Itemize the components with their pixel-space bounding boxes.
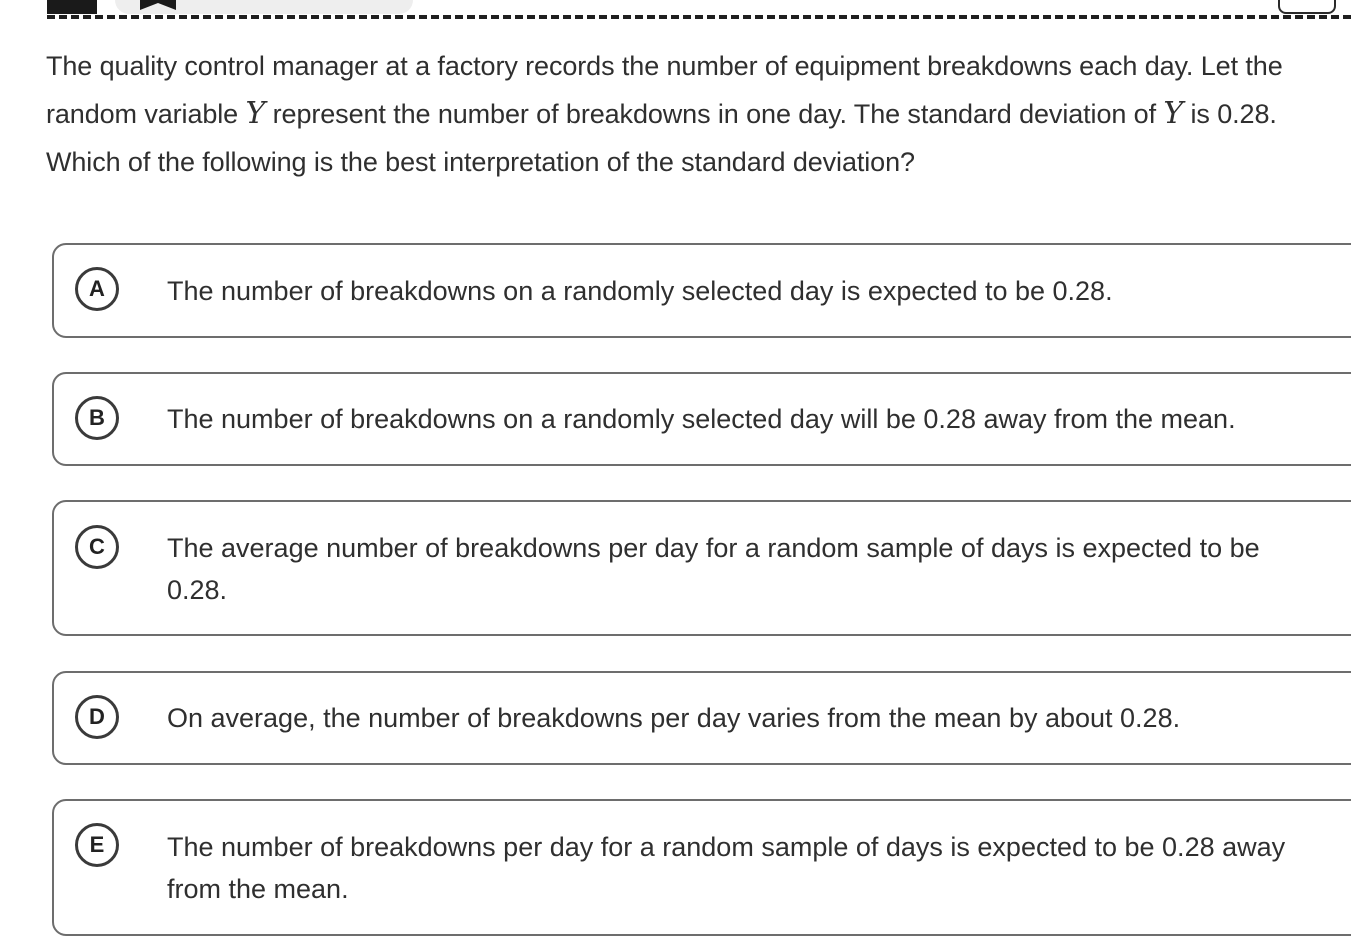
choice-letter-badge: E bbox=[75, 823, 119, 867]
choice-text: The average number of breakdowns per day for a random sample of days is expected to be 0.28. bbox=[167, 533, 1260, 605]
choice-e[interactable] bbox=[52, 799, 1351, 936]
variable-y: Y bbox=[1163, 96, 1184, 131]
bookmark-icon[interactable] bbox=[138, 0, 178, 10]
question-text: represent the number of breakdowns in one day. The standard deviation of bbox=[265, 99, 1164, 129]
choice-d[interactable] bbox=[52, 671, 1351, 765]
choice-text: The number of breakdowns on a randomly selected day will be 0.28 away from the mean. bbox=[167, 404, 1236, 434]
question-line-3: Which of the following is the best interpretation of the standard deviation? bbox=[46, 147, 915, 177]
choice-letter-badge: C bbox=[75, 525, 119, 569]
choice-letter-badge: A bbox=[75, 267, 119, 311]
choice-text: On average, the number of breakdowns per day varies from the mean by about 0.28. bbox=[167, 703, 1181, 733]
toolbar-divider bbox=[47, 15, 1351, 19]
choice-letter-badge: D bbox=[75, 695, 119, 739]
variable-y: Y bbox=[245, 96, 266, 131]
choice-b[interactable] bbox=[52, 372, 1351, 466]
choice-c[interactable] bbox=[52, 500, 1351, 636]
top-toolbar bbox=[0, 0, 1351, 22]
choice-text: The number of breakdowns per day for a random sample of days is expected to be 0.28 away from the mean. bbox=[167, 832, 1286, 904]
choice-letter-badge: B bbox=[75, 396, 119, 440]
question-line-2 bbox=[46, 90, 1346, 138]
choice-a[interactable] bbox=[52, 243, 1351, 338]
choice-text: The number of breakdowns on a randomly selected day is expected to be 0.28. bbox=[167, 276, 1113, 306]
question-line-1: The quality control manager at a factory records the number of equipment breakdowns each day. Let the bbox=[46, 51, 1283, 81]
question-stem bbox=[46, 42, 1346, 186]
question-text: is 0.28. bbox=[1183, 99, 1277, 129]
toolbar-block bbox=[47, 0, 97, 14]
question-text: random variable bbox=[46, 99, 246, 129]
toolbar-corner-button[interactable] bbox=[1278, 0, 1336, 14]
